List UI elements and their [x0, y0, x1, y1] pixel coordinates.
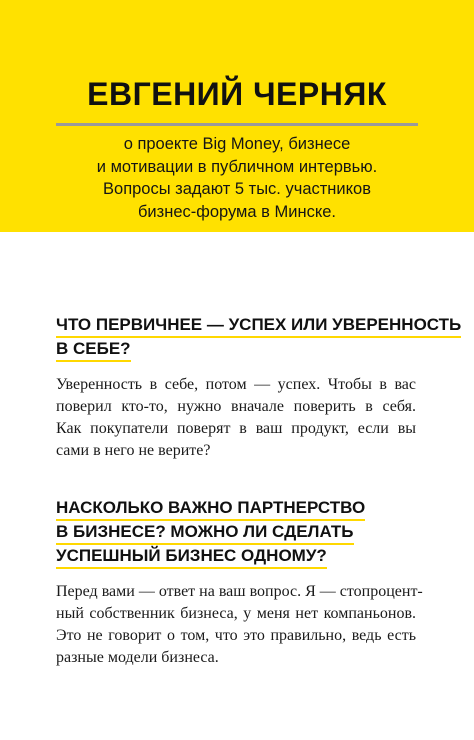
question-line-text: НАСКОЛЬКО ВАЖНО ПАРТНЕРСТВО	[56, 498, 365, 521]
page-title: ЕВГЕНИЙ ЧЕРНЯК	[87, 76, 387, 112]
header-banner	[0, 0, 474, 232]
answer-line: Как покупатели поверят в ваш продукт, если вы	[56, 420, 416, 437]
intro-line: и мотивации в публичном интервью.	[96, 157, 378, 176]
title-divider	[56, 123, 418, 126]
answer-line: поверил кто-то, нужно вначале поверить в себя.	[56, 398, 416, 415]
answer-line: сами в него не верите?	[56, 442, 211, 459]
question-line	[56, 314, 462, 338]
answer-line: разные модели бизнеса.	[56, 649, 219, 666]
question-line	[56, 338, 416, 362]
answer-line: Уверенность в себе, потом — успех. Чтобы в вас	[56, 376, 416, 393]
answer-line: Это не говорит о том, что это правильно, ведь есть	[56, 627, 416, 644]
answer-paragraph	[56, 581, 423, 669]
question-heading	[56, 497, 416, 569]
answer-paragraph	[56, 374, 416, 462]
intro-text	[0, 133, 474, 223]
question-line-text: В СЕБЕ?	[56, 339, 131, 362]
qa-section-2	[56, 497, 423, 669]
qa-section-1	[56, 314, 462, 462]
question-line-text: В БИЗНЕСЕ? МОЖНО ЛИ СДЕЛАТЬ	[56, 522, 354, 545]
question-line	[56, 545, 416, 569]
question-line-text: ЧТО ПЕРВИЧНЕЕ — УСПЕХ ИЛИ УВЕРЕННОСТЬ	[56, 315, 461, 338]
answer-line: ный собственник бизнеса, у меня нет компаньонов.	[56, 605, 416, 622]
question-line	[56, 521, 416, 545]
intro-line: о проекте Big Money, бизнесе	[123, 135, 351, 153]
question-heading	[56, 314, 462, 362]
intro-line: Вопросы задают 5 тыс. участников	[103, 180, 371, 198]
question-line-text: УСПЕШНЫЙ БИЗНЕС ОДНОМУ?	[56, 546, 327, 569]
question-line	[56, 497, 416, 521]
intro-line: бизнес-форума в Минске.	[137, 202, 337, 221]
answer-line: Перед вами — ответ на ваш вопрос. Я — стопроцент-	[56, 583, 423, 600]
